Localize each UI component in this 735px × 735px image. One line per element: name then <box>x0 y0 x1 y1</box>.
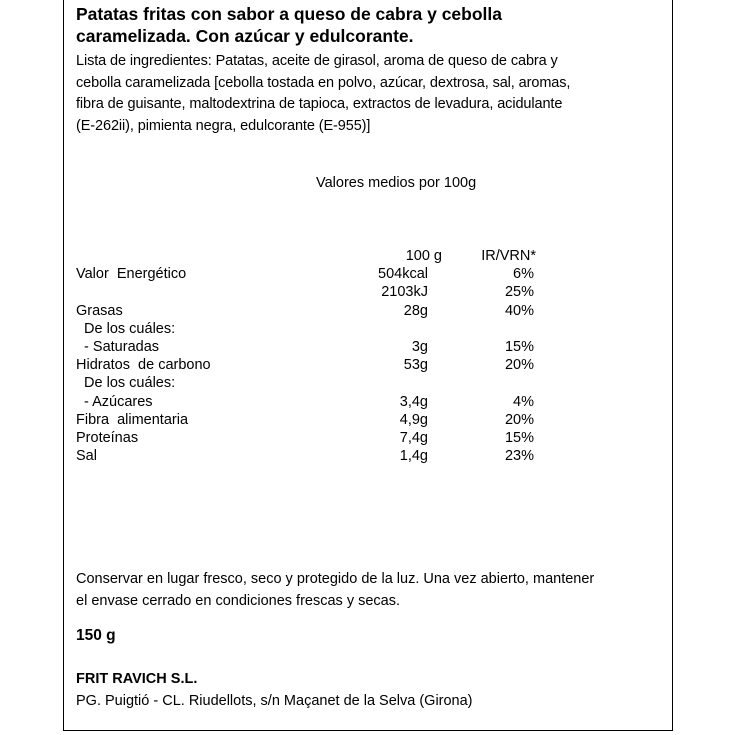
nutrition-heading: Valores medios por 100g <box>316 175 477 191</box>
nutrition-row <box>76 429 536 447</box>
nutrient-name: De los cuáles: <box>76 375 176 392</box>
title-line: Patatas fritas con sabor a queso de cabra y cebolla <box>76 4 502 24</box>
nutrient-amount: 3g <box>411 338 428 355</box>
nutrient-amount: 28g <box>403 302 428 319</box>
nutrition-row <box>76 265 536 283</box>
nutrition-row <box>76 320 536 338</box>
product-title <box>76 3 656 47</box>
ingredients-list <box>76 51 661 137</box>
ingredients-line: fibra de guisante, maltodextrina de tapioca, extractos de levadura, acidulante <box>76 96 563 112</box>
storage-line: el envase cerrado en condiciones frescas y secas. <box>76 592 401 609</box>
nutrition-row <box>76 283 536 301</box>
nutrition-row <box>76 447 536 465</box>
nutrition-row <box>76 393 536 411</box>
nutrition-row <box>76 356 536 374</box>
nutrient-name: - Saturadas <box>76 338 160 355</box>
nutrient-amount: 2103kJ <box>381 284 428 301</box>
nutrient-name: Proteínas <box>76 429 139 446</box>
net-weight: 150 g <box>76 627 116 644</box>
storage-line: Conservar en lugar fresco, seco y protegido de la luz. Una vez abierto, mantener <box>76 571 595 587</box>
nutrient-name: Hidratos de carbono <box>76 357 211 374</box>
title-line: caramelizada. Con azúcar y edulcorante. <box>76 26 414 46</box>
ingredients-line: (E-262ii), pimienta negra, edulcorante (E-955)] <box>76 117 371 134</box>
company-address: PG. Puigtió - CL. Riudellots, s/n Maçanet de la Selva (Girona) <box>76 693 473 709</box>
product-label <box>63 0 673 731</box>
nutrient-reference-intake: 20% <box>504 357 534 374</box>
nutrient-reference-intake: 6% <box>513 266 534 283</box>
column-header-amount: 100 g <box>405 248 442 264</box>
nutrient-amount: 7,4g <box>399 429 428 446</box>
nutrition-row <box>76 338 536 356</box>
nutrient-reference-intake: 40% <box>504 302 534 319</box>
nutrient-amount: 1,4g <box>399 448 428 465</box>
nutrient-name: Fibra alimentaria <box>76 411 189 428</box>
nutrient-name: Grasas <box>76 302 123 319</box>
column-header-reference-intake: IR/VRN* <box>481 248 536 264</box>
storage-instructions <box>76 569 666 612</box>
nutrition-table <box>76 247 536 465</box>
ingredients-line: cebolla caramelizada [cebolla tostada en polvo, azúcar, dextrosa, sal, aromas, <box>76 74 571 91</box>
nutrient-reference-intake: 15% <box>504 429 534 446</box>
nutrition-row <box>76 374 536 392</box>
nutrient-amount: 53g <box>403 357 428 374</box>
company-name: FRIT RAVICH S.L. <box>76 671 198 687</box>
nutrition-row <box>76 302 536 320</box>
nutrient-amount: 3,4g <box>399 393 428 410</box>
nutrient-amount: 4,9g <box>399 411 428 428</box>
nutrient-reference-intake: 25% <box>504 284 534 301</box>
nutrient-amount: 504kcal <box>378 266 428 283</box>
nutrient-name: - Azúcares <box>76 393 153 410</box>
nutrient-reference-intake: 4% <box>513 393 534 410</box>
nutrient-reference-intake: 20% <box>504 411 534 428</box>
nutrient-name: Sal <box>76 448 97 465</box>
nutrient-name: Valor Energético <box>76 266 187 283</box>
nutrient-reference-intake: 15% <box>504 338 534 355</box>
nutrition-row <box>76 411 536 429</box>
ingredients-line: Lista de ingredientes: Patatas, aceite de girasol, aroma de queso de cabra y <box>76 53 558 69</box>
nutrient-reference-intake: 23% <box>504 448 534 465</box>
nutrition-header-row <box>76 247 536 265</box>
nutrient-name: De los cuáles: <box>76 320 176 337</box>
